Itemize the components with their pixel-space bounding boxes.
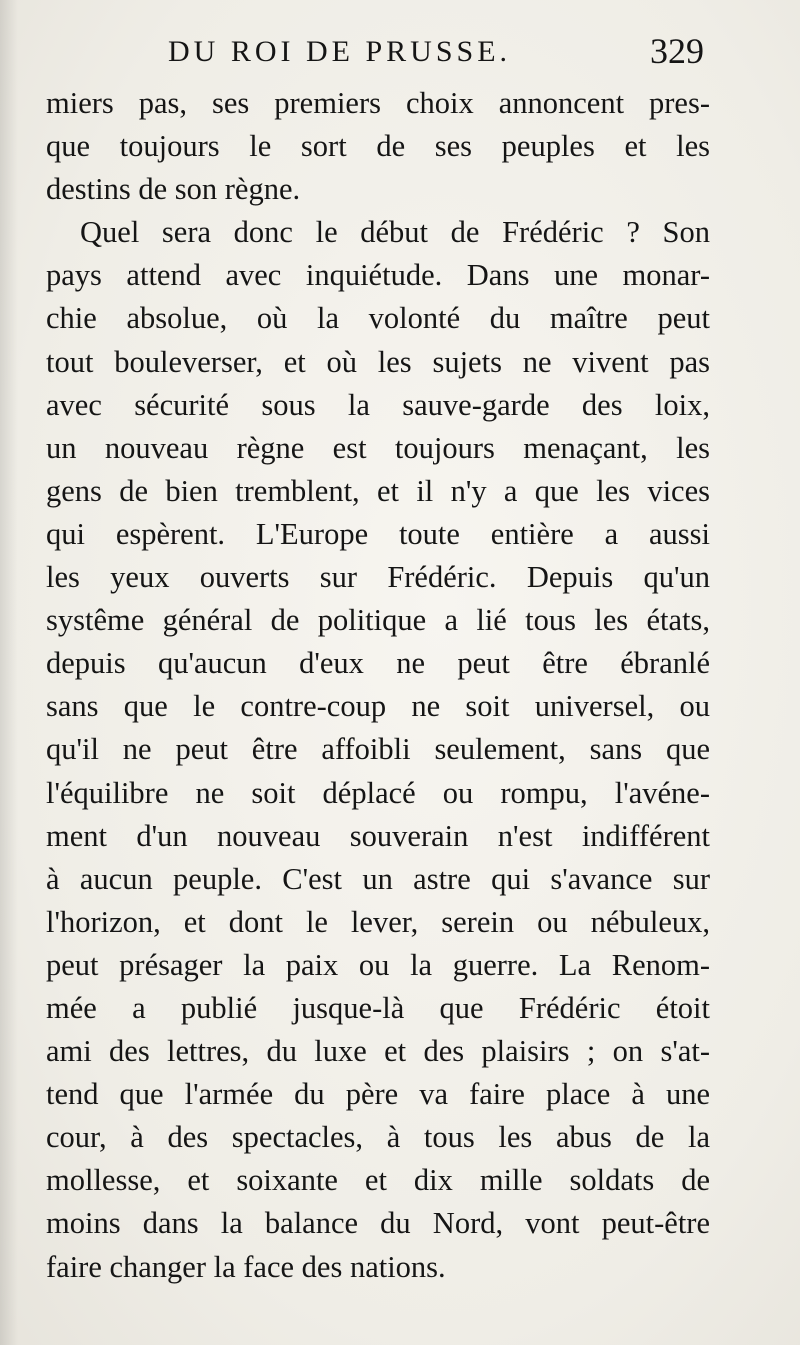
text-line: qu'il ne peut être affoibli seulement, sans que [46,732,710,767]
text-line: mée a publié jusque-là que Frédéric étoit [46,990,710,1025]
text-line: systême général de politique a lié tous les états, [46,603,710,638]
page-number: 329 [650,31,704,71]
text-line: avec sécurité sous la sauve-garde des loix, [46,387,710,422]
text-line: sans que le contre-coup ne soit universel, ou [46,689,710,724]
text-line: ment d'un nouveau souverain n'est indifférent [46,818,710,853]
page-gutter-shadow [0,0,18,1345]
text-line: que toujours le sort de ses peuples et les [46,129,710,164]
text-line: l'horizon, et dont le lever, serein ou nébuleux, [46,904,710,939]
text-line: destins de son règne. [46,172,301,207]
text-line: qui espèrent. L'Europe toute entière a aussi [46,516,710,551]
text-line: à aucun peuple. C'est un astre qui s'avance sur [46,861,710,896]
text-line: cour, à des spectacles, à tous les abus de la [46,1120,710,1155]
text-line: chie absolue, où la volonté du maître peut [46,301,710,336]
text-line: moins dans la balance du Nord, vont peut-être [46,1206,710,1241]
text-line: tend que l'armée du père va faire place à une [46,1077,710,1112]
text-line: peut présager la paix ou la guerre. La Renom- [46,947,710,982]
text-line: miers pas, ses premiers choix annoncent pres- [46,86,710,120]
running-head: DU ROI DE PRUSSE. [168,35,512,68]
text-line: tout bouleverser, et où les sujets ne vivent pas [46,344,710,379]
text-line: ami des lettres, du luxe et des plaisirs ; on s'at- [46,1034,710,1069]
text-line: depuis qu'aucun d'eux ne peut être ébranlé [46,646,710,681]
text-line: gens de bien tremblent, et il n'y a que les vices [46,473,710,508]
text-line: un nouveau règne est toujours menaçant, les [46,430,710,465]
text-line: mollesse, et soixante et dix mille soldats de [46,1163,710,1198]
text-line: Quel sera donc le début de Frédéric ? Son [80,215,710,250]
text-line: les yeux ouverts sur Frédéric. Depuis qu'un [46,560,710,595]
text-line: pays attend avec inquiétude. Dans une monar- [46,258,710,293]
text-line: l'équilibre ne soit déplacé ou rompu, l'avéne- [46,775,710,810]
text-line: faire changer la face des nations. [46,1249,446,1284]
body-text [46,82,710,1289]
